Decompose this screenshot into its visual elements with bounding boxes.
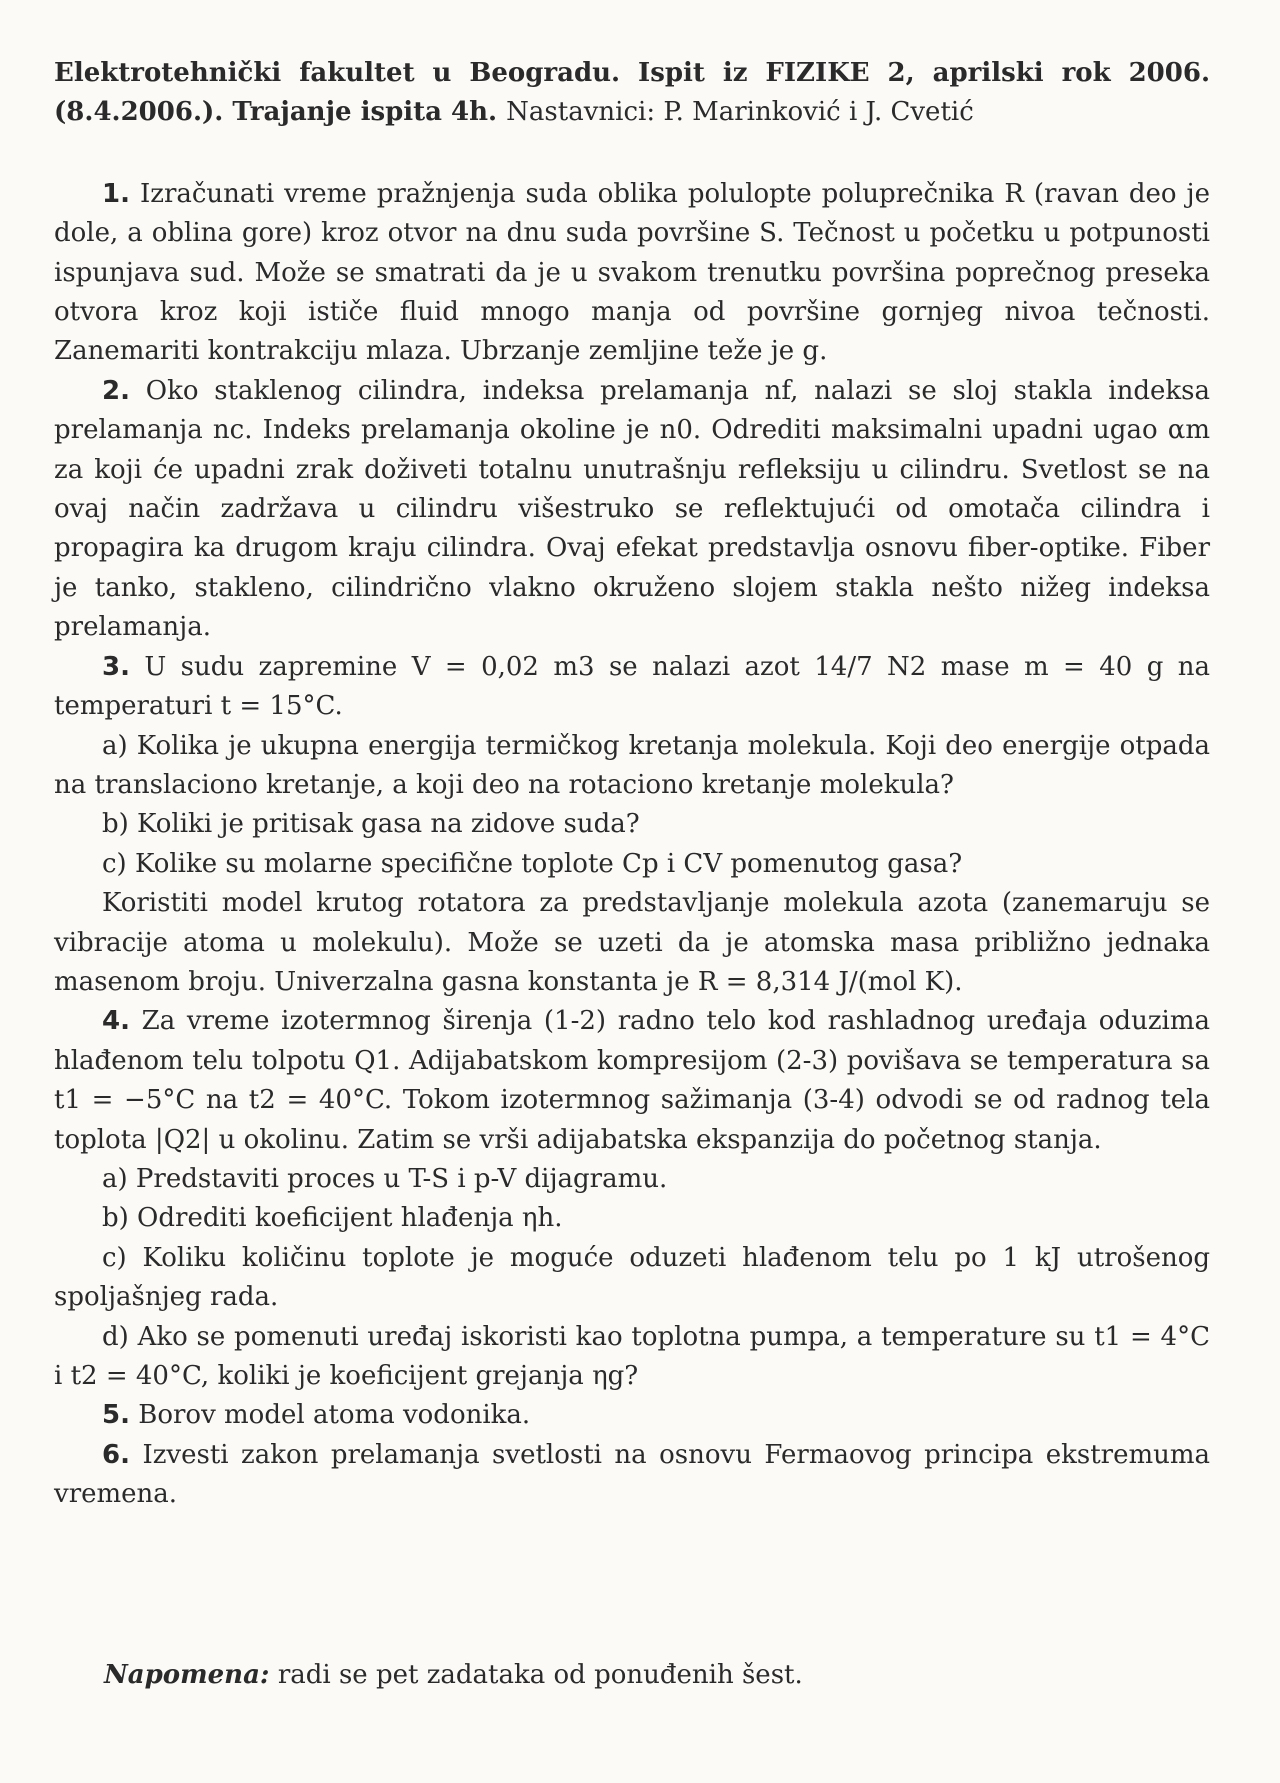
problem-number: 1. <box>102 178 130 209</box>
note-label: Napomena: <box>104 1660 270 1690</box>
problem-3-part-c: c) Kolike su molarne specifične toplote Cp i CV pomenutog gasa? <box>102 848 963 879</box>
problem-3-part-b: b) Koliki je pritisak gasa na zidove suda? <box>102 809 640 840</box>
header-teachers: Nastavnici: P. Marinković i J. Cvetić <box>506 97 974 128</box>
problem-4-part-a: a) Predstaviti proces u T-S i p-V dijagramu. <box>102 1163 668 1194</box>
problem-3-intro <box>54 648 1210 727</box>
problem-number: 4. <box>102 1006 130 1037</box>
problem-1 <box>54 175 1210 372</box>
problem-number: 3. <box>102 651 130 682</box>
problem-4-part-c: c) Koliku količinu toplote je moguće oduzeti hlađenom telu po 1 kJ utrošenog spoljašnjeg rada. <box>54 1242 1210 1313</box>
problem-3-note: Koristiti model krutog rotatora za predstavljanje molekula azota (zanemaruju se vibracije atoma u molekulu). Može se uzeti da je atomska masa približno jednaka masenom broju. Univerzalna gasna konstanta je R = 8,314 J/(mol K). <box>54 888 1210 997</box>
exam-content <box>54 54 1210 1515</box>
exam-header <box>54 54 1210 133</box>
note-text: radi se pet zadataka od ponuđenih šest. <box>277 1660 803 1690</box>
problem-number: 6. <box>102 1439 130 1470</box>
problem-text: U sudu zapremine V = 0,02 m3 se nalazi azot 14/7 N2 mase m = 40 g na temperaturi t = 15°C. <box>54 651 1210 722</box>
problem-4-part-d: d) Ako se pomenuti uređaj iskoristi kao toplotna pumpa, a temperature su t1 = 4°C i t2 = 40°C, koliki je koeficijent grejanja ηg? <box>54 1321 1210 1391</box>
problem-text: Izračunati vreme pražnjenja suda oblika polulopte poluprečnika R (ravan deo je dole, a oblina gore) kroz otvor na dnu suda površine S. Tečnost u početku u potpunosti ispunjava sud. Može se smatrati da je u svakom trenutku površina poprečnog preseka otvora kroz koji ističe fluid mnogo manja od površine gornjeg nivoa tečnosti. Zanemariti kontrakciju mlaza. Ubrzanje zemljine teže je g. <box>54 178 1211 367</box>
problem-number: 2. <box>102 375 130 406</box>
problem-4-part-b: b) Odrediti koeficijent hlađenja ηh. <box>102 1203 563 1234</box>
problem-6 <box>54 1436 1210 1515</box>
problem-text: Oko staklenog cilindra, indeksa prelamanja nf, nalazi se sloj stakla indeksa prelamanja nc. Indeks prelamanja okoline je n0. Odrediti maksimalni upadni ugao αm za koji će upadni zrak doživeti totalnu unutrašnju refleksiju u cilindru. Svetlost se na ovaj način zadržava u cilindru višestruko se reflektujući od omotača cilindra i propagira ka drugom kraju cilindra. Ovaj efekat predstavlja osnovu fiber-optike. Fiber je tanko, stakleno, cilindrično vlakno okruženo slojem stakla nešto nižeg indeksa prelamanja. <box>54 375 1210 643</box>
problem-5 <box>54 1396 1210 1435</box>
problem-text: Izvesti zakon prelamanja svetlosti na osnovu Fermaovog principa ekstremuma vremena. <box>54 1439 1211 1510</box>
footer-note <box>104 1660 803 1690</box>
problem-text: Za vreme izotermnog širenja (1-2) radno telo kod rashladnog uređaja oduzima hlađenom telu tolpotu Q1. Adijabatskom kompresijom (2-3) povišava se temperatura sa t1 = −5°C na t2 = 40°C. Tokom izotermnog sažimanja (3-4) odvodi se od radnog tela toplota |Q2| u okolinu. Zatim se vrši adijabatska ekspanzija do početnog stanja. <box>54 1006 1210 1155</box>
problem-4-intro <box>54 1002 1210 1160</box>
header-title: Elektrotehnički fakultet u Beogradu. Ispit iz FIZIKE 2, aprilski rok 2006. (8.4.2006.). Trajanje ispita 4h. <box>54 58 1210 128</box>
problem-text: Borov model atoma vodonika. <box>138 1400 531 1431</box>
problem-2 <box>54 372 1210 648</box>
problem-3-part-a: a) Kolika je ukupna energija termičkog kretanja molekula. Koji deo energije otpada na translaciono kretanje, a koji deo na rotaciono kretanje molekula? <box>54 730 1210 800</box>
problem-number: 5. <box>102 1400 130 1431</box>
